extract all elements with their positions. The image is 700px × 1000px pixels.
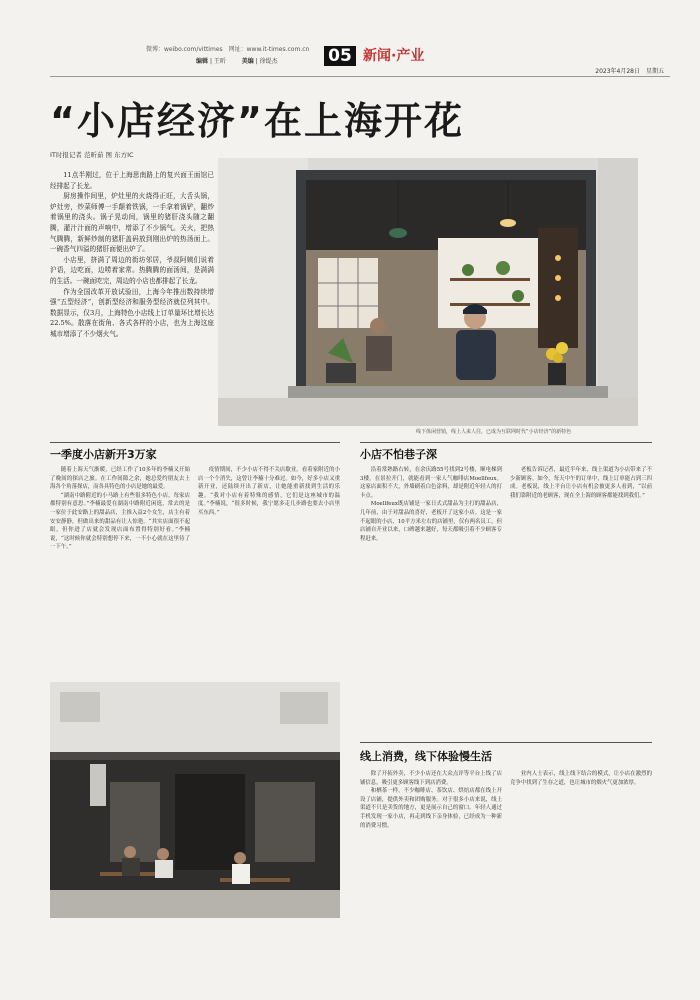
headline: “小店经济”在上海开花 bbox=[50, 99, 464, 143]
section-title: 新闻·产业 bbox=[363, 48, 425, 64]
body-paragraph: 疫情期间，不少小店不得不关店歇业。看着家附近的小店一个个消失，这曾让李楠十分难过。如今，好多小店又重新开业，还陆续开出了新店，让她能重新找到生活的乐趣。“我对小店有着特殊的感情，它们是这座城市的温度。”李楠说，“很多时候，我宁愿多走几步路也要去小店里买东西。” bbox=[198, 467, 340, 516]
lead-paragraph: 作为全国改革开放试验田，上海今年推出数持续增强“五型经济”，创新型经济和服务型经济就位列其中。数据显示，仅3月，上海特色小店线上订单量环比增长达22.5%。散落在街角、各式各样的小店，也为上海这座城市增添了不少烟火气。 bbox=[50, 287, 214, 338]
body-paragraph: 业内人士表示，线上线下结合的模式，让小店在激烈的竞争中找到了生存之道，也让城市的烟火气更加浓厚。 bbox=[510, 771, 652, 786]
lead-paragraph: 小店里，挤满了周边的街坊邻居，爷叔阿姨们说着沪语，边吃面，边唠着家常。热腾腾的面汤间，是满满的生活。一碗面吃完，周边的小店也都排起了长龙。 bbox=[50, 255, 214, 285]
lead-paragraph: 厨房操作间里，炉灶里的火烧得正旺，大舌头锅，炉灶旁，炒菜师傅一手颠着铁锅，一手拿着锅铲，翻炒着锅里的浇头。锅子晃动间，锅里的猪肝浇头随之翻腾，灌汁汁面的声响中，增添了不少锅气。关火，把热气腾腾，新鲜炒制的猪肝盖码放到刚出炉的热汤面上。一碗香气四溢的猪肝面便出炉了。 bbox=[50, 192, 214, 254]
section-divider bbox=[360, 742, 652, 743]
body-paragraph: 除了开拓外卖，不少小店还在大众点评等平台上线了店铺信息，吸引更多顾客线下到店消费。 bbox=[360, 771, 502, 786]
section-heading: 小店不怕巷子深 bbox=[360, 448, 437, 461]
section-column bbox=[510, 770, 652, 787]
body-paragraph: 随着上海天气渐暖，已经工作了10多年的李楠又开始了晚间的探店之旅。在工作间隙之余，她总爱约朋友去上海各个角落探店，而各具特色的小店是她的最爱。 bbox=[50, 467, 190, 491]
section-column bbox=[50, 466, 190, 552]
editor-name: 王昕 bbox=[213, 58, 226, 65]
lead-text bbox=[50, 170, 214, 340]
masthead-editors: 编辑 | 王昕 美编 | 徐缇杰 bbox=[196, 58, 278, 65]
masthead-weibo: 微博：weibo.com/vittimes 网址：www.it-times.com.cn bbox=[146, 46, 310, 53]
masthead-rule bbox=[50, 76, 670, 77]
photo-caption: 线下体闲营销，线上人来人往，已成为互联网时代“小店经济”的新特色 bbox=[416, 429, 572, 435]
art-name: 徐缇杰 bbox=[259, 58, 278, 65]
lead-paragraph: 11点半刚过，位于上海思南路上的复兴面王面馆已经排起了长龙。 bbox=[50, 171, 214, 190]
byline: IT时报记者 范昕茹 图 东方IC bbox=[50, 151, 134, 159]
issue-date: 2023年4月28日 星期五 bbox=[595, 68, 664, 75]
body-paragraph: 老板告诉记者，最近半年来，线上渠道为小店带来了不少新顾客。如今，每天中午的订单中，线上订单能占到三四成。老板说，线上平台让小店有机会被更多人看到，“以前我们靠附近的老顾客，现在全上海的顾客都能找到我们。” bbox=[510, 467, 652, 499]
body-paragraph: 和栖茶一样，不少咖啡店、茶饮店、烘焙店都在线上开设了店铺，提供外卖和团购服务。对于很多小店来说，线上渠道不只是卖货的地方，更是展示自己的窗口。年轻人通过手机发现一家小店，再走到线下亲身体验，已经成为一种新的消费习惯。 bbox=[360, 788, 502, 829]
body-paragraph: 沿着常熟路右转，在余庆路55号找到2号楼，顺电梯到3楼，在景拉开门，就能看到一家人气咖啡店Moellfeux。这家店面积不大，外墙刷着白色涂料，却是附近年轻人的打卡点。 bbox=[360, 467, 502, 499]
section-heading: 线上消费，线下体验慢生活 bbox=[360, 750, 492, 763]
section-divider bbox=[360, 442, 652, 443]
body-paragraph: “湖南中路附近的小马路上有些很多特色小店，每家店都特别有意思。”李楠最爱在湖南中路附近闲逛，常去的是一家位于此安路上的甜品店，主推入益2个女生，店主有着安安静静，但做出来的甜品有让人惊艳。“其实店面很不起眼，但你进了店就会发现店面布置得特别好看。”李楠说，“这时候你就会特别想停下来，一不小心就在这里待了一下午。” bbox=[50, 492, 190, 551]
art-label: 美编 bbox=[241, 58, 254, 65]
section-column bbox=[360, 466, 502, 543]
page-number: 05 bbox=[324, 46, 356, 66]
section-heading: 一季度小店新开3万家 bbox=[50, 448, 157, 461]
body-paragraph: Moellfeux既店铺是一家日式式甜品为主打的甜品店，几年前，由于对甜品的喜好，老板开了这家小店。这是一家不起眼的小店，10平方米左右的店铺里，仅有两名员工。但店铺自开业以来，口碑越来越好，每天都吸引着不少顾客专程赶来。 bbox=[360, 501, 502, 542]
cafe-window-photo bbox=[218, 158, 638, 426]
section-column bbox=[510, 466, 652, 500]
storefront-photo bbox=[50, 682, 340, 918]
section-column bbox=[360, 770, 502, 830]
editor-label: 编辑 bbox=[196, 58, 209, 65]
section-column bbox=[198, 466, 340, 518]
section-divider bbox=[50, 442, 340, 443]
masthead bbox=[0, 0, 700, 80]
